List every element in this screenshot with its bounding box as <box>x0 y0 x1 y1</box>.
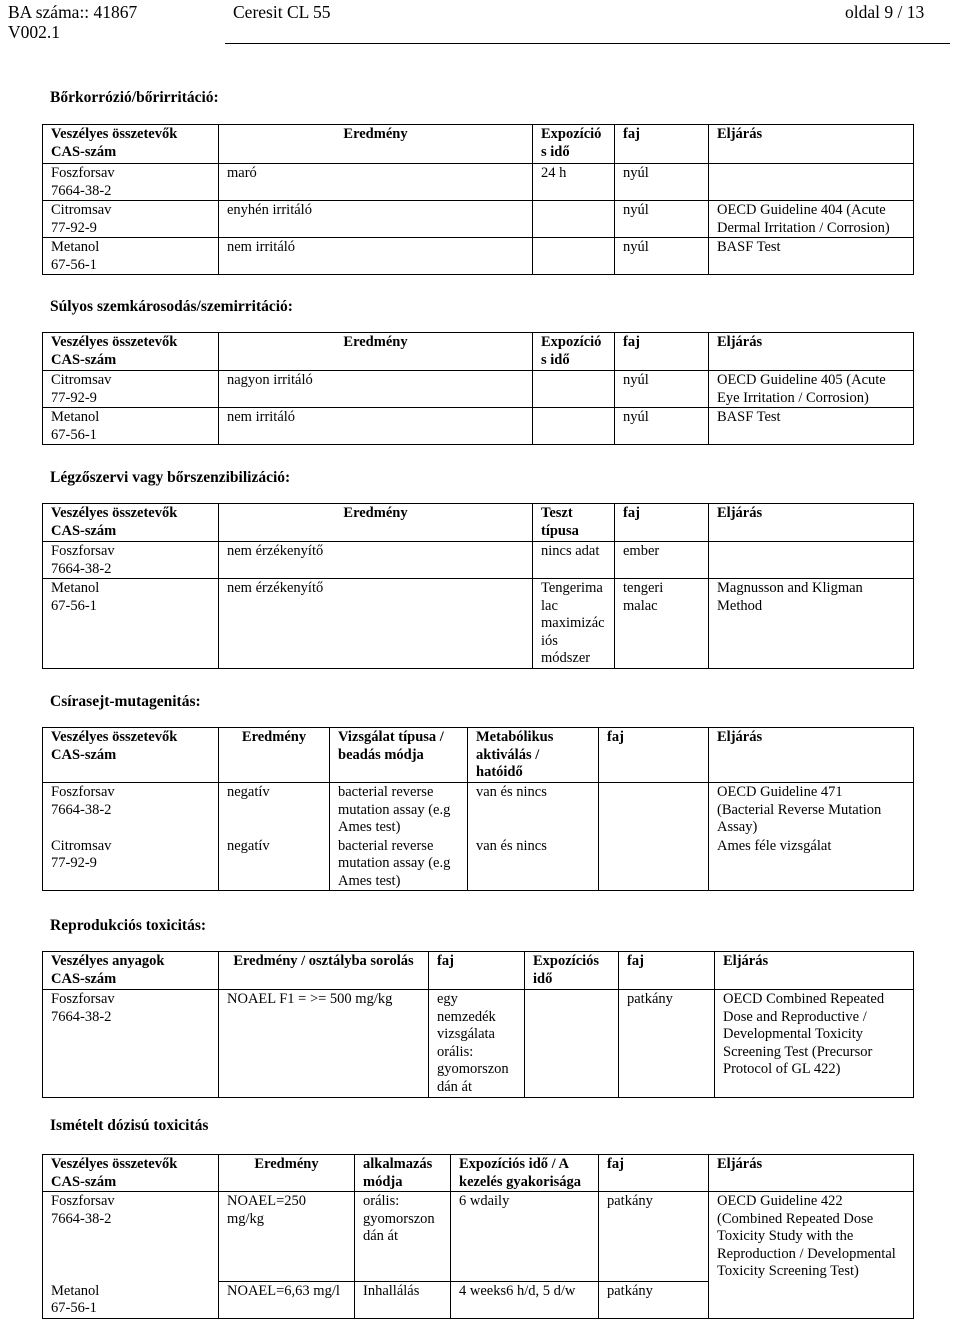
col-header: faj <box>429 952 525 990</box>
col-header: Eljárás <box>715 952 914 990</box>
reproductive-table <box>42 951 914 1098</box>
mutagenicity-table <box>42 727 914 891</box>
section-title-eye: Súlyos szemkárosodás/szemirritáció: <box>50 298 293 315</box>
table-row <box>43 783 914 837</box>
product-name: Ceresit CL 55 <box>233 2 331 22</box>
table-header-row <box>43 125 914 164</box>
result: negatív <box>227 784 270 800</box>
species: nyúl <box>623 202 649 218</box>
col-header: Veszélyes összetevők CAS-szám <box>43 728 219 783</box>
table-header-row <box>43 1155 914 1192</box>
col-header: Expozíció s idő <box>533 125 615 164</box>
col-header: Veszélyes összetevők CAS-szám <box>43 504 219 542</box>
table-header-row <box>43 333 914 371</box>
col-header: Eredmény / osztályba sorolás <box>219 952 429 990</box>
species: egy nemzedék vizsgálata orális: gyomorszon dán át <box>437 991 509 1095</box>
repeated-dose-table <box>42 1154 914 1319</box>
substance: Citromsav 77-92-9 <box>51 837 112 871</box>
exposure: 4 weeks6 h/d, 5 d/w <box>459 1283 576 1299</box>
col-header: Eredmény <box>219 333 533 371</box>
result: negatív <box>227 837 270 854</box>
col-header: faj <box>615 333 709 371</box>
col-header: Eljárás <box>709 1155 914 1192</box>
section-title-repeated-dose: Ismételt dózisú toxicitás <box>50 1117 209 1134</box>
result: nagyon irritáló <box>227 372 313 388</box>
col-header: Expozíciós idő <box>525 952 619 990</box>
section-title-skin: Bőrkorrózió/bőrirritáció: <box>50 89 219 106</box>
method: OECD Combined Repeated Dose and Reproductive / Developmental Toxicity Screening Test (Precursor Protocol of GL 422) <box>723 991 885 1077</box>
table-row <box>43 990 914 1098</box>
table-row <box>43 1282 914 1319</box>
test-type: bacterial reverse mutation assay (e.g Ames test) <box>338 837 451 889</box>
substance: Metanol 67-56-1 <box>51 409 100 443</box>
section-title-sensitisation: Légzőszervi vagy bőrszenzibilizáció: <box>50 469 291 486</box>
species: tengeri malac <box>623 580 664 614</box>
route: Inhallálás <box>363 1283 420 1299</box>
col-header: Eredmény <box>219 125 533 164</box>
result: nem érzékenyítő <box>227 580 324 596</box>
col-header: Expozíciós idő / A kezelés gyakorisága <box>451 1155 599 1192</box>
page-number: oldal 9 / 13 <box>845 2 925 22</box>
col-header: Veszélyes anyagok CAS-szám <box>43 952 219 990</box>
species: patkány <box>627 991 673 1007</box>
exposure: 6 wdaily <box>459 1193 510 1209</box>
exposure: 24 h <box>541 165 567 181</box>
method: OECD Guideline 471 (Bacterial Reverse Mutation Assay) <box>717 784 882 835</box>
table-row <box>43 579 914 669</box>
result: enyhén irritáló <box>227 202 312 218</box>
table-header-row <box>43 728 914 783</box>
result: NOAEL=6,63 mg/l <box>227 1283 340 1299</box>
doc-id: BA száma:: 41867 <box>8 2 138 22</box>
species: ember <box>623 543 660 559</box>
method: BASF Test <box>717 239 781 255</box>
method: Ames féle vizsgálat <box>717 837 832 854</box>
result: maró <box>227 165 257 181</box>
col-header: Veszélyes összetevők CAS-szám <box>43 125 219 164</box>
table-row <box>43 837 914 891</box>
col-header: faj <box>615 125 709 164</box>
substance: Citromsav 77-92-9 <box>51 372 112 406</box>
substance: Metanol 67-56-1 <box>51 239 100 273</box>
species: nyúl <box>623 239 649 255</box>
substance: Foszforsav 7664-38-2 <box>51 165 115 199</box>
test-type: nincs adat <box>541 543 600 559</box>
substance: Foszforsav 7664-38-2 <box>51 991 115 1025</box>
col-header: Eljárás <box>709 504 914 542</box>
species: patkány <box>607 1193 653 1209</box>
activation: van és nincs <box>476 837 547 854</box>
col-header: faj <box>599 728 709 783</box>
substance: Metanol 67-56-1 <box>51 580 100 614</box>
col-header: Eredmény <box>219 728 330 783</box>
method: OECD Guideline 404 (Acute Dermal Irritation / Corrosion) <box>717 202 890 236</box>
col-header: Metabólikus aktiválás / hatóidő <box>468 728 599 783</box>
substance: Foszforsav 7664-38-2 <box>51 543 115 577</box>
section-title-reproductive: Reprodukciós toxicitás: <box>50 917 207 934</box>
page-header <box>0 0 960 44</box>
col-header: Eredmény <box>219 1155 355 1192</box>
result: nem érzékenyítő <box>227 543 324 559</box>
version: V002.1 <box>8 22 61 42</box>
col-header: Teszt típusa <box>533 504 615 542</box>
table-row <box>43 1192 914 1282</box>
eye-table <box>42 332 914 445</box>
result: nem irritáló <box>227 239 296 255</box>
skin-table <box>42 124 914 275</box>
method: OECD Guideline 405 (Acute Eye Irritation / Corrosion) <box>717 372 886 406</box>
method: BASF Test <box>717 409 781 425</box>
col-header: Eljárás <box>709 333 914 371</box>
col-header: Eredmény <box>219 504 533 542</box>
method: OECD Guideline 422 (Combined Repeated Dose Toxicity Study with the Reproduction / Developmental Toxicity Screening Test) <box>717 1193 896 1279</box>
species: patkány <box>607 1283 653 1299</box>
species: nyúl <box>623 372 649 388</box>
result: nem irritáló <box>227 409 296 425</box>
table-header-row <box>43 952 914 990</box>
sensitisation-table <box>42 503 914 669</box>
table-row <box>43 542 914 579</box>
col-header: Vizsgálat típusa / beadás módja <box>330 728 468 783</box>
col-header: Expozíció s idő <box>533 333 615 371</box>
header-divider <box>225 43 950 44</box>
col-header: Eljárás <box>709 125 914 164</box>
section-title-mutagenicity: Csírasejt-mutagenitás: <box>50 693 201 710</box>
col-header: Eljárás <box>709 728 914 783</box>
route: orális: gyomorszon dán át <box>363 1193 435 1244</box>
col-header: Veszélyes összetevők CAS-szám <box>43 333 219 371</box>
table-row <box>43 201 914 238</box>
col-header: Veszélyes összetevők CAS-szám <box>43 1155 219 1192</box>
substance: Citromsav 77-92-9 <box>51 202 112 236</box>
table-header-row <box>43 504 914 542</box>
activation: van és nincs <box>476 784 547 800</box>
col-header: faj <box>619 952 715 990</box>
col-header: faj <box>615 504 709 542</box>
col-header: alkalmazás módja <box>355 1155 451 1192</box>
table-row <box>43 238 914 275</box>
table-row <box>43 164 914 201</box>
test-type: bacterial reverse mutation assay (e.g Ames test) <box>338 784 451 835</box>
substance: Metanol 67-56-1 <box>51 1282 100 1316</box>
method: Magnusson and Kligman Method <box>717 580 863 614</box>
species: nyúl <box>623 409 649 425</box>
species: nyúl <box>623 165 649 181</box>
table-row <box>43 371 914 408</box>
test-type: Tengerima lac maximizác iós módszer <box>541 580 605 666</box>
result: NOAEL=250 mg/kg <box>227 1193 307 1227</box>
substance: Foszforsav 7664-38-2 <box>51 784 115 818</box>
col-header: faj <box>599 1155 709 1192</box>
result: NOAEL F1 = >= 500 mg/kg <box>227 991 393 1007</box>
table-row <box>43 408 914 445</box>
substance: Foszforsav 7664-38-2 <box>51 1193 115 1227</box>
